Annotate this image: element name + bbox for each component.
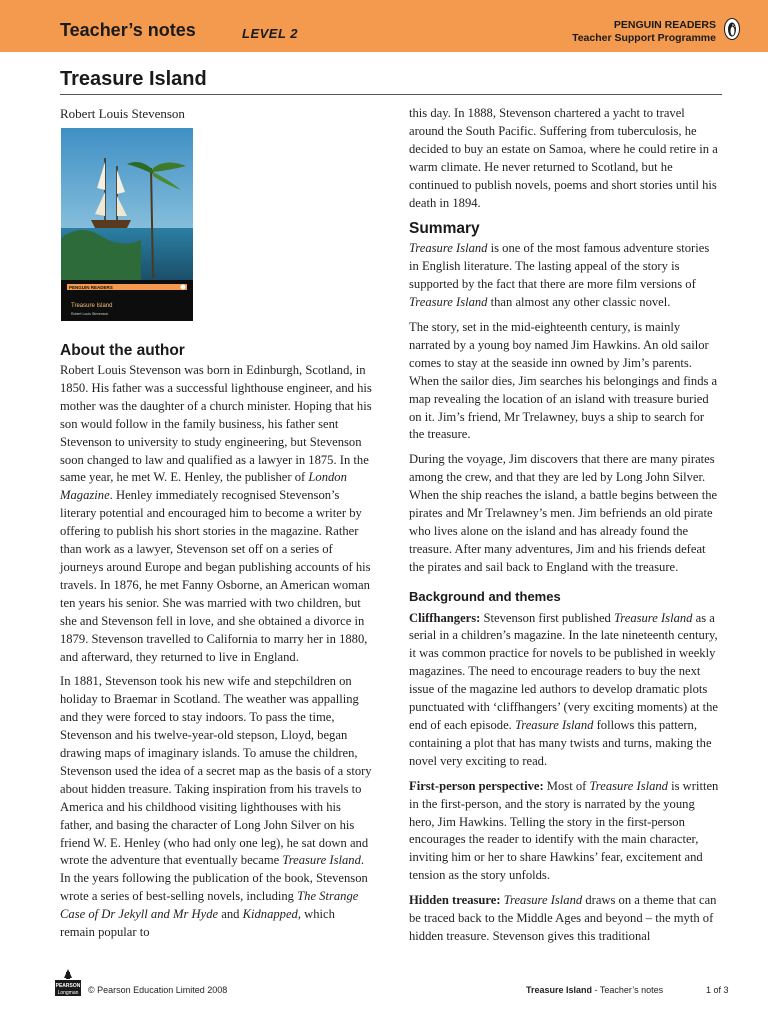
about-author-heading: About the author (60, 342, 185, 359)
about-paragraph-2: In 1881, Stevenson took his new wife and stepchildren on holiday to Braemar in Scotland. The weather was appalling and they were forced to stay indoors. To pass the time, Stevenson and his twelve-year-old stepson, Lloyd, began drawing maps of imaginary islands. To amuse the children, Stevenson used the idea of a secret map as the basis of a story about hidden treasure. Taking inspiration from his travels to America and his childhood visiting lighthouses with his father, and basing the character of Long John Silver on his friend W. E. Henley (who had only one leg), he sat down and wrote the adventure that eventually became Treasure Island. In the years following the publication of the book, Stevenson wrote a series of best-selling novels, including The Strange Case of Dr Jekyll and Mr Hyde and Kidnapped, which remain popular to (60, 674, 372, 940)
copyright-symbol: © (88, 985, 95, 995)
summary-paragraph-1: Treasure Island is one of the most famous adventure stories in English literature. The lasting appeal of the story is supported by the fact that there are more film versions of Treasure Island than almost any other classic novel. (409, 241, 710, 310)
background-heading: Background and themes (409, 588, 561, 604)
header-bar (0, 0, 768, 52)
about-paragraph-1: Robert Louis Stevenson was born in Edinburgh, Scotland, in 1850. His father was a successful lighthouse engineer, and his mother was the daughter of a church minister. Hoping that his son would follow in the family business, his father sent Stevenson to university to study engineering, but Stevenson soon changed to law and qualified as a lawyer in 1875. In the same year, he met W. E. Henley, the publisher of London Magazine. Henley immediately recognised Stevenson’s literary potential and encouraged him to become a writer by offering to publish his short stories in the magazine. Rather than work as a lawyer, Stevenson set off on a series of journeys around Europe and began publishing accounts of his travels. In 1876, he met Fanny Osborne, an American woman ten years his senior. She was married with two children, but she and Stevenson fell in love, and she obtained a divorce in 1879. Stevenson travelled to California to marry her in 1880, and afterward, they returned to live in England. (60, 363, 372, 664)
footer-doc-title: Treasure Island - Teacher’s notes (526, 985, 664, 995)
about-paragraph-3: this day. In 1888, Stevenson chartered a yacht to travel around the South Pacific. Suffering from tuberculosis, he decided to buy an estate on Samoa, where he could retire in a warm climate. He never returned to Scotland, but he continued to publish novels, poems and short stories until his death in 1894. (409, 106, 718, 210)
first-person-paragraph: First-person perspective: Most of Treasure Island is written in the first-person, and the story is narrated by the young hero, Jim Hawkins. Telling the story in the first-person encourages the reader to identify with the main character, inviting him or her to share Hawkins’ fear, excitement and tension as the story unfolds. (409, 778, 719, 883)
cover-title-text: Treasure Island (71, 303, 113, 309)
cover-series-text: PENGUIN READERS (69, 285, 113, 290)
summary-paragraph-2: The story, set in the mid-eighteenth century, is mainly narrated by a young boy named Jim Hawkins. An old sailor comes to stay at the seaside inn owned by Jim’s parents. When the sailor dies, Jim searches his belongings and finds a map revealing the location of an island with treasure buried on it. Jim’s friend, Mr Trelawney, buys a ship to search for the treasure. (409, 319, 718, 442)
summary-heading: Summary (409, 220, 480, 238)
brand-line-2: Teacher Support Programme (572, 32, 716, 44)
pearson-logo-icon (54, 968, 82, 1002)
level-label: LEVEL 2 (242, 26, 299, 41)
copyright-text: © Pearson Education Limited 2008 (88, 985, 228, 995)
right-column (409, 105, 721, 953)
page-number: 1 of 3 (706, 985, 729, 995)
hidden-treasure-paragraph: Hidden treasure: Treasure Island draws on a theme that can be traced back to the Middle Ages and beyond – the myth of hidden treasure. Stevenson gives this traditional (409, 893, 717, 943)
title-divider (60, 94, 722, 95)
page-title: Treasure Island (60, 68, 207, 90)
page-footer (0, 968, 768, 1024)
left-column (60, 362, 372, 949)
summary-paragraph-3: During the voyage, Jim discovers that there are many pirates among the crew, and that they are led by Long John Silver. When the ship reaches the island, a battle begins between the pirates and Mr Trelawney’s men. Jim befriends an old pirate who lives alone on the island and has already found the treasure. After many adventures, Jim and his friends defeat the pirates and sail back to England with the treasure. (409, 452, 718, 574)
header-title: Teacher’s notes (60, 20, 196, 40)
cover-author-text: Robert Louis Stevenson (71, 312, 109, 316)
brand-line-1: PENGUIN READERS (613, 19, 716, 31)
penguin-logo-icon (724, 18, 740, 40)
pearson-logo-text: PEARSON (55, 983, 81, 989)
book-cover-image (61, 128, 193, 321)
longman-logo-text: Longman (57, 990, 79, 996)
author-name: Robert Louis Stevenson (60, 106, 185, 121)
brand-block (572, 19, 716, 45)
cliffhangers-paragraph: Cliffhangers: Stevenson first published Treasure Island as a serial in a children’s magazine. In the late nineteenth century, it was common practice for novels to be published in weekly magazines. The need to encourage readers to buy the next issue of the magazine led authors to develop dramatic plots punctuated with ‘cliffhangers’ (very exciting moments) at the end of each episode. Treasure Island follows this pattern, containing a plot that has many twists and turns, making the novel very exciting to read. (409, 610, 719, 768)
